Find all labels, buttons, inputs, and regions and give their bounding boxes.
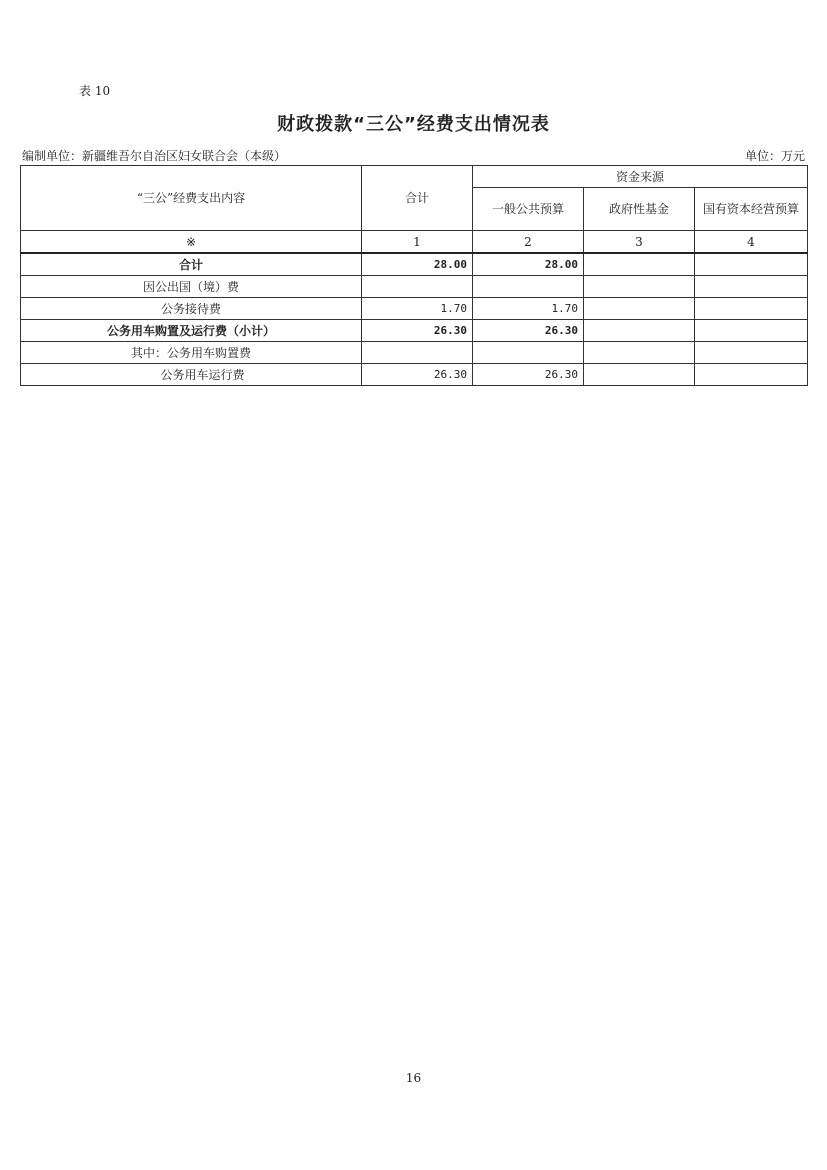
unit-name: 编制单位：新疆维吾尔自治区妇女联合会（本级） [22, 149, 287, 163]
header-row-1 [21, 166, 808, 188]
index-cell: 4 [695, 231, 808, 254]
row-label: 因公出国（境）费 [21, 276, 362, 298]
page-title: 财政拨款“三公”经费支出情况表 [277, 114, 550, 135]
row-general [473, 276, 584, 298]
meta-line [22, 147, 805, 163]
row-fund [584, 364, 695, 386]
row-label: 其中：公务用车购置费 [21, 342, 362, 364]
index-cell: ※ [21, 231, 362, 254]
row-total: 28.00 [362, 253, 473, 276]
row-capital [695, 364, 808, 386]
table-row-total [21, 253, 808, 276]
row-total: 26.30 [362, 364, 473, 386]
row-capital [695, 276, 808, 298]
row-general: 1.70 [473, 298, 584, 320]
header-source-group: 资金来源 [473, 166, 808, 188]
header-state-capital: 国有资本经营预算 [695, 188, 808, 231]
row-general: 28.00 [473, 253, 584, 276]
row-total: 26.30 [362, 320, 473, 342]
row-total: 1.70 [362, 298, 473, 320]
row-fund [584, 276, 695, 298]
index-cell: 1 [362, 231, 473, 254]
row-label: 公务用车购置及运行费（小计） [21, 320, 362, 342]
row-fund [584, 342, 695, 364]
row-capital [695, 253, 808, 276]
header-content: “三公”经费支出内容 [21, 166, 362, 231]
row-label: 公务接待费 [21, 298, 362, 320]
row-fund [584, 320, 695, 342]
currency-unit: 单位：万元 [744, 149, 805, 163]
row-general: 26.30 [473, 320, 584, 342]
table-row [21, 342, 808, 364]
row-capital [695, 320, 808, 342]
table-row [21, 364, 808, 386]
index-row [21, 231, 808, 254]
row-general [473, 342, 584, 364]
header-total: 合计 [362, 166, 473, 231]
index-cell: 2 [473, 231, 584, 254]
row-total [362, 342, 473, 364]
row-total [362, 276, 473, 298]
header-general-budget: 一般公共预算 [473, 188, 584, 231]
row-capital [695, 298, 808, 320]
index-cell: 3 [584, 231, 695, 254]
row-capital [695, 342, 808, 364]
row-general: 26.30 [473, 364, 584, 386]
expense-table [20, 165, 808, 386]
row-fund [584, 253, 695, 276]
row-label: 公务用车运行费 [21, 364, 362, 386]
page-number: 16 [405, 1071, 422, 1085]
row-fund [584, 298, 695, 320]
table-label: 表 10 [79, 84, 111, 98]
table-row [21, 276, 808, 298]
row-label: 合计 [21, 253, 362, 276]
header-gov-fund: 政府性基金 [584, 188, 695, 231]
table-row [21, 298, 808, 320]
table-row-subtotal [21, 320, 808, 342]
